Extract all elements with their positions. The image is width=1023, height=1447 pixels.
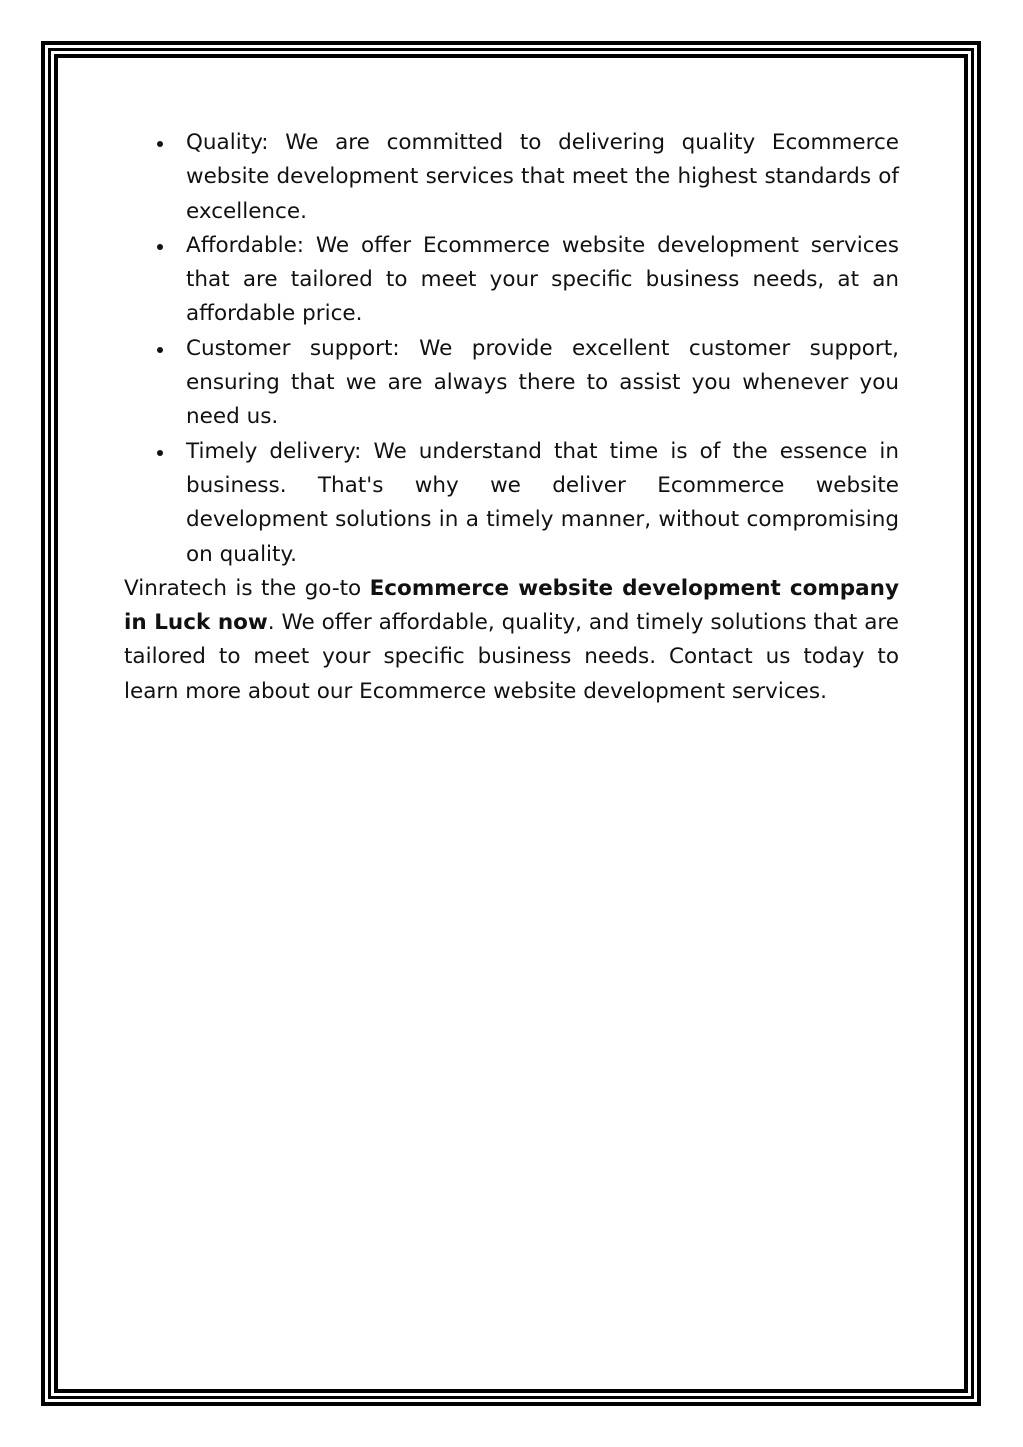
closing-highlight: Ecommerce website development company in Luck now [124, 575, 900, 636]
list-item [124, 332, 899, 435]
list-item-text: Affordable: We offer Ecommerce website development services that are tailored to meet your specific business needs, at an affordable price. [186, 232, 899, 327]
list-item-text: Timely delivery: We understand that time is of the essence in business. That's why we deliver Ecommerce website development solutions in a timely manner, without compromising on quality. [186, 438, 899, 567]
benefits-list [124, 126, 899, 572]
closing-rest: . We offer affordable, quality, and timely solutions that are tailored to meet your specific business needs. Contact us today to learn more about our Ecommerce website development services. [124, 610, 899, 704]
bullet-icon [157, 347, 163, 353]
list-item [124, 435, 899, 572]
bullet-icon [157, 244, 163, 250]
list-item [124, 126, 899, 229]
list-item [124, 229, 899, 332]
closing-paragraph [124, 572, 899, 709]
bullet-icon [157, 450, 163, 456]
closing-intro: Vinratech is the go-to [124, 575, 370, 601]
document-body [124, 126, 899, 709]
list-item-text: Customer support: We provide excellent customer support, ensuring that we are always there to assist you whenever you need us. [186, 335, 899, 430]
list-item-text: Quality: We are committed to delivering quality Ecommerce website development services that meet the highest standards of excellence. [186, 130, 899, 224]
bullet-icon [157, 141, 163, 147]
